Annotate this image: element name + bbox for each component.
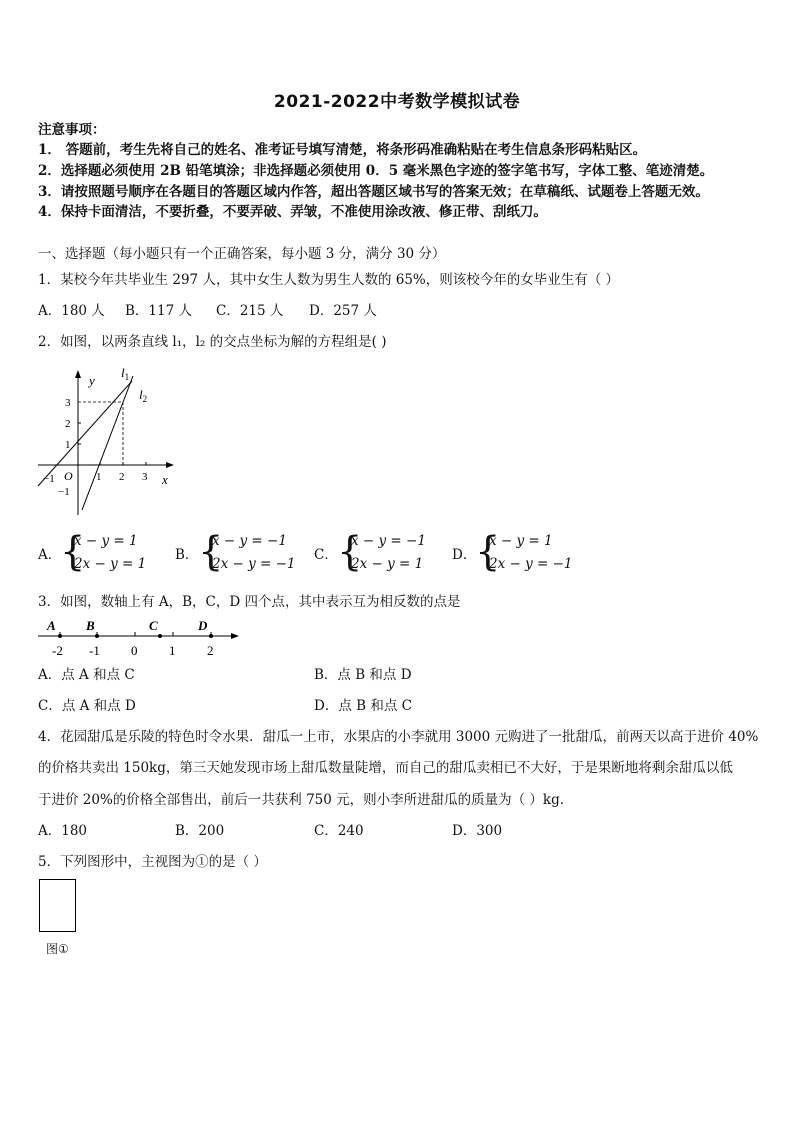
tick-neg1: -1 xyxy=(89,643,100,658)
point-a-label: A xyxy=(47,618,56,633)
point-d-label: D xyxy=(198,618,208,633)
q2-option-c-letter: C． xyxy=(314,547,338,563)
x-tick-neg1: −1 xyxy=(43,473,55,485)
line-l2-label: $l_2$ xyxy=(139,387,148,404)
x-axis-arrow xyxy=(166,462,174,468)
y-tick-neg1: −1 xyxy=(58,486,70,498)
tick-1: 1 xyxy=(169,643,176,658)
x-tick-1: 1 xyxy=(96,471,102,483)
tick-0: 0 xyxy=(131,643,138,658)
y-tick-3: 3 xyxy=(65,397,71,409)
q1-option-c: C．215 人 xyxy=(216,303,284,319)
q4-option-d: D．300 xyxy=(452,823,503,839)
q3-number-line xyxy=(38,614,248,660)
x-tick-3: 3 xyxy=(142,471,148,483)
point-b-label: B xyxy=(86,618,95,633)
q4-option-c: C．240 xyxy=(314,823,364,839)
q2-option-d-system: { x − y = 1 2x − y = −1 xyxy=(475,529,573,575)
question-4-line-2: 的价格共卖出 150kg，第三天她发现市场上甜瓜数量陡增，而自己的甜瓜卖相已不大好，于是果断地将剩余甜瓜以低 xyxy=(38,760,733,776)
question-4-line-1: 4．花园甜瓜是乐陵的特色时令水果．甜瓜一上市，水果店的小李就用 3000 元购进了一批甜瓜，前两天以高于进价 40% xyxy=(38,729,759,745)
notice-item-1: 1． 答题前，考生先将自己的姓名、准考证号填写清楚，将条形码准确粘贴在考生信息条形码粘贴区。 xyxy=(38,142,647,158)
y-tick-2: 2 xyxy=(65,418,71,430)
q2-option-d-letter: D． xyxy=(452,547,477,563)
q3-option-b: B．点 B 和点 D xyxy=(314,667,412,683)
question-2: 2．如图，以两条直线 l₁，l₂ 的交点坐标为解的方程组是( ) xyxy=(38,334,387,350)
q2-option-b-letter: B． xyxy=(175,547,199,563)
point-c-dot xyxy=(158,634,162,638)
question-5: 5．下列图形中，主视图为①的是（ ） xyxy=(38,854,267,870)
q2-option-c-system: { x − y = −1 2x − y = 1 xyxy=(337,529,426,575)
point-a-dot xyxy=(58,634,62,638)
q2-option-a-letter: A． xyxy=(38,547,62,563)
notice-item-2: 2．选择题必须使用 2B 铅笔填涂；非选择题必须使用 0．5 毫米黑色字迹的签字笔书写，字体工整、笔迹清楚。 xyxy=(38,163,714,179)
q4-option-a: A．180 xyxy=(38,823,88,839)
point-c-label: C xyxy=(149,618,158,633)
line-l2 xyxy=(38,381,132,486)
y-tick-1: 1 xyxy=(65,439,71,451)
q1-option-d: D．257 人 xyxy=(309,303,377,319)
y-axis-arrow xyxy=(75,370,81,378)
line-l1-label: $l_1$ xyxy=(121,365,130,382)
tick-2: 2 xyxy=(207,643,214,658)
question-1: 1．某校今年共毕业生 297 人，其中女生人数为男生人数的 65%，则该校今年的女毕业生有（ ） xyxy=(38,272,620,288)
q1-option-b: B．117 人 xyxy=(125,303,192,319)
q2-option-a-system: { x − y = 1 2x − y = 1 xyxy=(60,529,147,575)
q3-option-c: C．点 A 和点 D xyxy=(38,698,136,714)
notice-item-4: 4．保持卡面清洁，不要折叠，不要弄破、弄皱，不准使用涂改液、修正带、刮纸刀。 xyxy=(38,204,547,220)
question-4-line-3: 于进价 20%的价格全部售出，前后一共获利 750 元，则小李所进甜瓜的质量为（ ）kg. xyxy=(38,792,565,808)
notice-item-3: 3．请按照题号顺序在各题目的答题区域内作答，超出答题区域书写的答案无效；在草稿纸、试题卷上答题无效。 xyxy=(38,184,709,200)
tick-neg2: -2 xyxy=(52,643,63,658)
line-l1 xyxy=(82,376,133,510)
point-d-dot xyxy=(209,634,213,638)
q4-option-b: B．200 xyxy=(175,823,225,839)
notice-heading: 注意事项： xyxy=(38,122,106,138)
question-3: 3．如图，数轴上有 A，B，C，D 四个点，其中表示互为相反数的点是 xyxy=(38,594,461,610)
q3-option-a: A．点 A 和点 C xyxy=(38,667,135,683)
q5-figure-label: 图① xyxy=(46,942,69,956)
origin-label: O xyxy=(64,469,73,483)
y-axis-label: y xyxy=(89,373,95,388)
point-b-dot xyxy=(95,634,99,638)
q5-figure-rectangle xyxy=(39,879,76,932)
q2-option-b-system: { x − y = −1 2x − y = −1 xyxy=(198,529,296,575)
x-axis-label: x xyxy=(162,472,168,487)
q3-option-d: D．点 B 和点 C xyxy=(314,698,412,714)
q2-coordinate-graph xyxy=(30,360,180,520)
section-heading: 一、选择题（每小题只有一个正确答案，每小题 3 分，满分 30 分） xyxy=(38,246,446,262)
x-tick-2: 2 xyxy=(119,471,125,483)
q1-option-a: A．180 人 xyxy=(38,303,105,319)
page-title: 2021-2022中考数学模拟试卷 xyxy=(273,92,521,112)
